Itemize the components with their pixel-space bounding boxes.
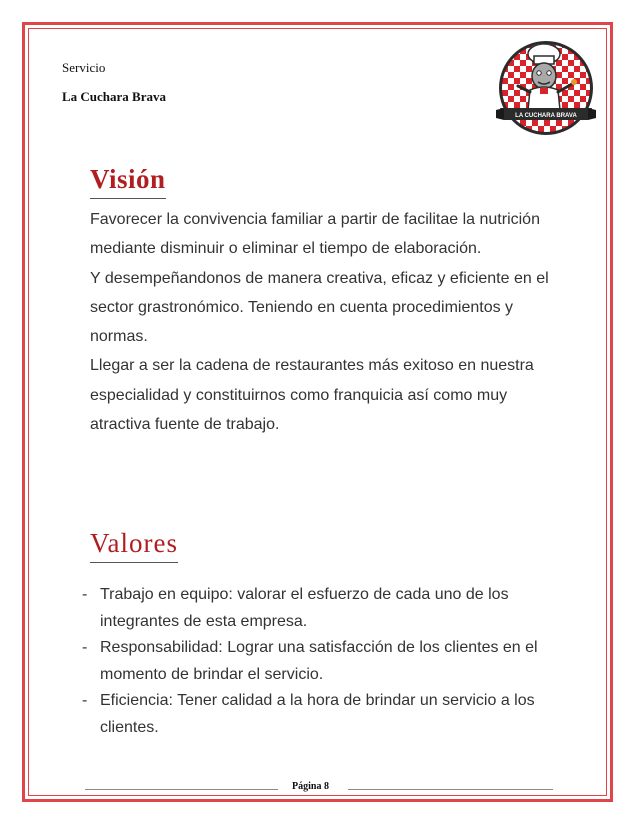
- vision-heading: Visión: [90, 164, 166, 199]
- restaurant-logo: [490, 30, 602, 142]
- list-item: [80, 582, 570, 635]
- vision-body: [90, 205, 570, 439]
- values-heading: Valores: [90, 528, 178, 563]
- logo-banner-text: LA CUCHARA BRAVA: [515, 113, 577, 119]
- footer-divider-left: [85, 789, 278, 790]
- footer-divider-right: [348, 789, 553, 790]
- header-section-label: Servicio: [62, 60, 106, 75]
- page-number: Página 8: [292, 781, 329, 792]
- values-list: [80, 582, 570, 741]
- value-text: Responsabilidad: Lograr una satisfacción de los clientes en el momento de brindar el servicio.: [100, 639, 538, 683]
- vision-paragraph: Favorecer la convivencia familiar a partir de facilitae la nutrición mediante disminuir o eliminar el tiempo de elaboración.: [90, 211, 540, 258]
- header-company-name: La Cuchara Brava: [62, 89, 166, 104]
- list-bullet: -: [82, 639, 88, 656]
- vision-paragraph: Llegar a ser la cadena de restaurantes más exitoso en nuestra especialidad y constituirnos como franquicia así como muy atractiva fuente de trabajo.: [90, 357, 534, 434]
- list-item: [80, 635, 570, 688]
- value-text: Trabajo en equipo: valorar el esfuerzo de cada uno de los integrantes de esta empresa.: [100, 586, 509, 630]
- list-bullet: -: [82, 692, 88, 709]
- vision-paragraph: Y desempeñandonos de manera creativa, eficaz y eficiente en el sector grastronómico. Teniendo en cuenta procedimientos y normas.: [90, 269, 549, 346]
- list-bullet: -: [82, 586, 88, 603]
- value-text: Eficiencia: Tener calidad a la hora de brindar un servicio a los clientes.: [100, 692, 535, 736]
- list-item: [80, 688, 570, 741]
